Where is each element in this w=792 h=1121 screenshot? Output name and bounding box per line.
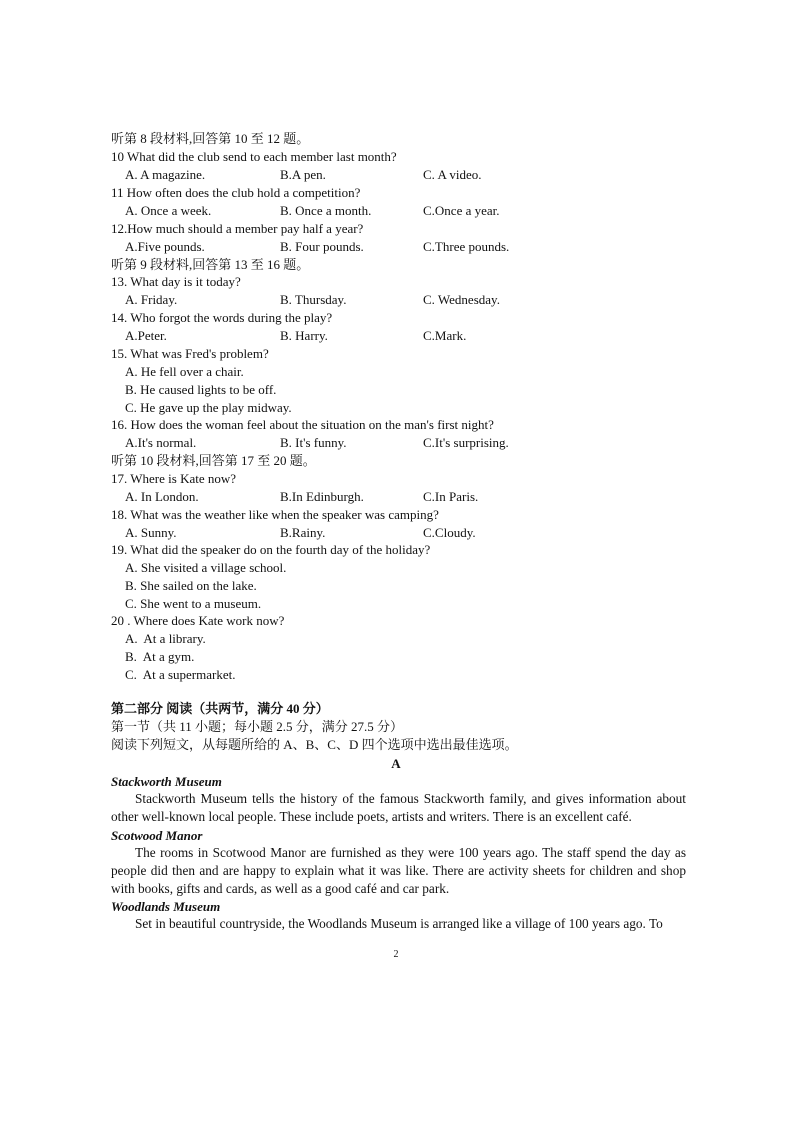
q14-option-b: B. Harry. — [280, 328, 328, 343]
page-number: 2 — [393, 949, 399, 960]
q18-option-c: C.Cloudy. — [423, 525, 476, 540]
q20-option-c: C. At a supermarket. — [125, 667, 236, 682]
question-17: 17. Where is Kate now? — [111, 471, 237, 486]
question-10: 10 What did the club send to each member last month? — [111, 149, 397, 164]
q18-option-b: B.Rainy. — [280, 525, 326, 540]
q12-option-b: B. Four pounds. — [280, 239, 364, 254]
q13-option-b: B. Thursday. — [280, 292, 347, 307]
q17-option-c: C.In Paris. — [423, 489, 479, 504]
section-9-heading: 听第 9 段材料,回答第 13 至 16 题。 — [111, 257, 310, 272]
q20-option-b: B. At a gym. — [125, 649, 195, 664]
q13-option-c: C. Wednesday. — [423, 292, 500, 307]
q11-option-b: B. Once a month. — [280, 203, 372, 218]
q10-option-b: B.A pen. — [280, 167, 326, 182]
question-11: 11 How often does the club hold a competition? — [111, 185, 361, 200]
q16-option-c: C.It's surprising. — [423, 435, 509, 450]
question-16: 16. How does the woman feel about the situation on the man's first night? — [111, 417, 494, 432]
question-19: 19. What did the speaker do on the fourth day of the holiday? — [111, 542, 431, 557]
q13-option-a: A. Friday. — [125, 292, 178, 307]
q10-option-a: A. A magazine. — [125, 167, 206, 182]
passage-paragraph-stackworth: Stackworth Museum tells the history of the famous Stackworth family, and gives information about other well-known local people. These include poets, artists and writers. There is an excellent café. — [111, 791, 686, 824]
q14-option-a: A.Peter. — [125, 328, 167, 343]
q20-option-a: A. At a library. — [125, 631, 206, 646]
q16-option-b: B. It's funny. — [280, 435, 347, 450]
question-12: 12.How much should a member pay half a year? — [111, 221, 364, 236]
q15-option-c: C. He gave up the play midway. — [125, 400, 292, 415]
q16-option-a: A.It's normal. — [125, 435, 197, 450]
question-13: 13. What day is it today? — [111, 274, 241, 289]
part-2-section-1: 第一节（共 11 小题；每小题 2.5 分，满分 27.5 分） — [111, 719, 404, 734]
section-10-heading: 听第 10 段材料,回答第 17 至 20 题。 — [111, 453, 316, 468]
q19-option-b: B. She sailed on the lake. — [125, 578, 257, 593]
q10-option-c: C. A video. — [423, 167, 482, 182]
passage-heading-woodlands: Woodlands Museum — [111, 899, 221, 914]
q17-option-a: A. In London. — [125, 489, 199, 504]
q11-option-a: A. Once a week. — [125, 203, 212, 218]
section-8-heading: 听第 8 段材料,回答第 10 至 12 题。 — [111, 131, 310, 146]
passage-paragraph-scotwood: The rooms in Scotwood Manor are furnished as they were 100 years ago. The staff spend the day as people did then and are happy to explain what it was like. There are activity sheets for children and shop with books, gifts and cards, as well as a good café and car park. — [111, 845, 686, 896]
passage-paragraph-woodlands: Set in beautiful countryside, the Woodlands Museum is arranged like a village of 100 years ago. To — [135, 916, 663, 931]
part-2-title: 第二部分 阅读（共两节，满分 40 分） — [111, 701, 329, 716]
question-14: 14. Who forgot the words during the play? — [111, 310, 333, 325]
q12-option-c: C.Three pounds. — [423, 239, 510, 254]
q14-option-c: C.Mark. — [423, 328, 467, 343]
q17-option-b: B.In Edinburgh. — [280, 489, 364, 504]
passage-heading-scotwood: Scotwood Manor — [111, 828, 203, 843]
q15-option-a: A. He fell over a chair. — [125, 364, 244, 379]
q11-option-c: C.Once a year. — [423, 203, 500, 218]
q12-option-a: A.Five pounds. — [125, 239, 205, 254]
q15-option-b: B. He caused lights to be off. — [125, 382, 277, 397]
question-15: 15. What was Fred's problem? — [111, 346, 269, 361]
q18-option-a: A. Sunny. — [125, 525, 177, 540]
question-18: 18. What was the weather like when the speaker was camping? — [111, 507, 439, 522]
passage-letter: A — [391, 756, 401, 771]
part-2-instruction: 阅读下列短文，从每题所给的 A、B、C、D 四个选项中选出最佳选项。 — [111, 737, 518, 752]
q19-option-a: A. She visited a village school. — [125, 560, 287, 575]
question-20: 20 . Where does Kate work now? — [111, 613, 285, 628]
passage-heading-stackworth: Stackworth Museum — [111, 774, 222, 789]
q19-option-c: C. She went to a museum. — [125, 596, 262, 611]
